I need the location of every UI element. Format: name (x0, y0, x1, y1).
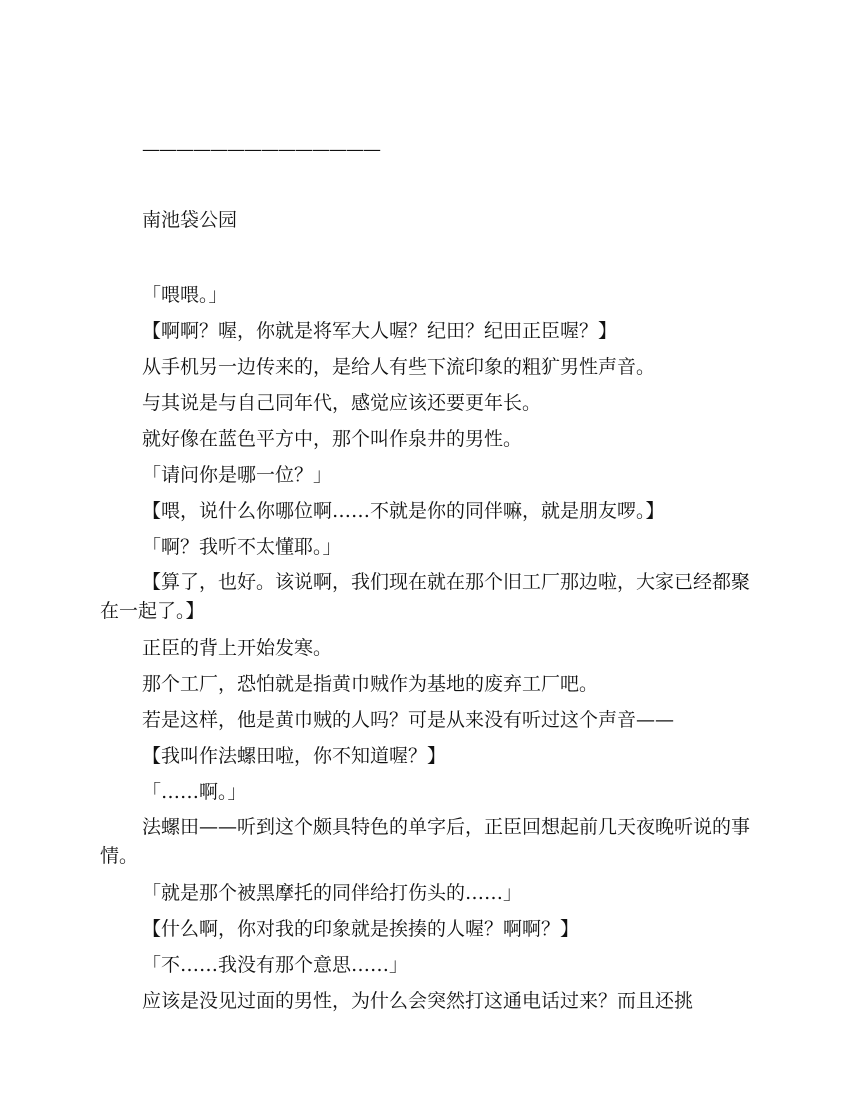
paragraph: 【什么啊，你对我的印象就是挨揍的人喔？啊啊？】 (142, 918, 580, 940)
paragraph: 「啊？我听不太懂耶。」 (142, 536, 342, 558)
paragraph: 就好像在蓝色平方中，那个叫作泉井的男性。 (142, 428, 523, 450)
paragraph: 「就是那个被黑摩托的同伴给打伤头的……」 (142, 882, 523, 904)
paragraph: 与其说是与自己同年代，感觉应该还要更年长。 (142, 392, 542, 414)
paragraph: 【算了，也好。该说啊，我们现在就在那个旧工厂那边啦，大家已经都聚在一起了。】 (100, 571, 751, 622)
body-text (100, 277, 750, 1019)
paragraph: 正臣的背上开始发寒。 (142, 637, 333, 659)
section-heading: 南池袋公园 (142, 209, 238, 231)
section-separator: —————————————— (142, 139, 380, 160)
paragraph: 若是这样，他是黄巾贼的人吗？可是从来没有听过这个声音—— (142, 709, 675, 731)
paragraph: 「……啊。」 (142, 781, 247, 803)
paragraph: 从手机另一边传来的，是给人有些下流印象的粗犷男性声音。 (142, 356, 656, 378)
paragraph: 应该是没见过面的男性，为什么会突然打这通电话过来？而且还挑 (142, 990, 694, 1012)
paragraph: 【喂，说什么你哪位啊……不就是你的同伴嘛，就是朋友啰。】 (142, 500, 665, 522)
paragraph: 「喂喂。」 (142, 284, 228, 306)
paragraph: 「不……我没有那个意思……」 (142, 954, 409, 976)
paragraph: 那个工厂，恐怕就是指黄巾贼作为基地的废弃工厂吧。 (142, 673, 599, 695)
paragraph: 【啊啊？喔，你就是将军大人喔？纪田？纪田正臣喔？】 (142, 320, 618, 342)
paragraph: 法螺田——听到这个颇具特色的单字后，正臣回想起前几天夜晚听说的事情。 (100, 816, 751, 867)
paragraph: 「请问你是哪一位？」 (142, 464, 333, 486)
paragraph: 【我叫作法螺田啦，你不知道喔？】 (142, 745, 447, 767)
